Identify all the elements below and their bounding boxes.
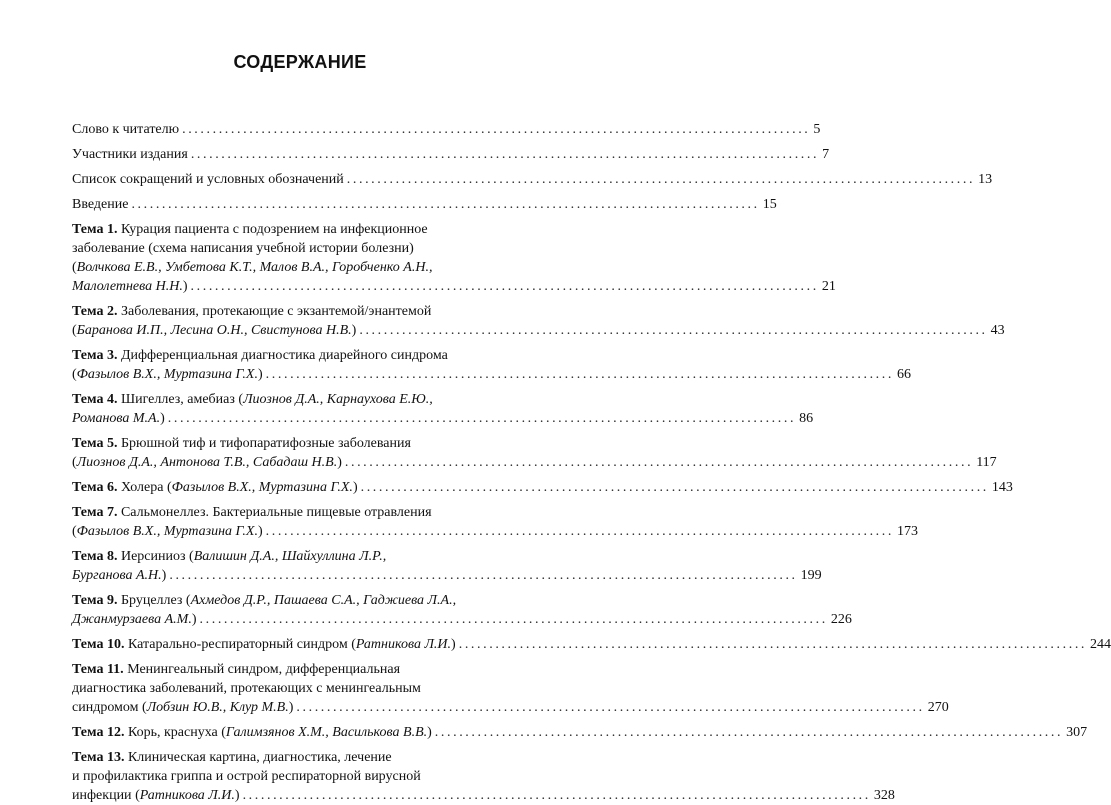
topic-authors: Ратникова Л.И.	[139, 788, 235, 803]
page-number: 7	[822, 147, 830, 162]
topic-title-cont2: синдромом	[72, 700, 139, 715]
toc-entry-topic-10[interactable]: Тема 10. Катарально-респираторный синдром (Ратникова Л.И.) ....................................................................................................... 244	[72, 637, 1111, 652]
dot-leader: .......................................................................................................	[182, 122, 811, 137]
topic-number: Тема 11.	[72, 662, 124, 677]
topic-authors-cont: Малолетнева Н.Н.	[72, 279, 183, 294]
topic-number: Тема 7.	[72, 505, 118, 520]
topic-title: Корь, краснуха	[127, 725, 218, 740]
topic-title: Шигеллез, амебиаз	[120, 392, 235, 407]
topic-authors: Лиознов Д.А., Карнаухова Е.Ю.,	[243, 392, 433, 407]
dot-leader: .......................................................................................................	[434, 725, 1064, 740]
toc-entry-topic-8[interactable]: Тема 8. Иерсиниоз (Валишин Д.А., Шайхуллина Л.Р., Бурганова А.Н.) ....................................................................................................... 199	[72, 549, 822, 583]
topic-title-cont: и профилактика гриппа и острой респираторной вирусной	[72, 769, 421, 784]
entry-title: Введение	[72, 197, 129, 212]
page-number: 5	[813, 122, 821, 137]
topic-authors: Ахмедов Д.Р., Пашаева С.А., Гаджиева Л.А.,	[190, 593, 457, 608]
topic-number: Тема 9.	[72, 593, 118, 608]
toc-entry-topic-5[interactable]: Тема 5. Брюшной тиф и тифопаратифозные заболевания (Лиознов Д.А., Антонова Т.В., Сабадаш Н.В.) ....................................................................................................... 117	[72, 436, 997, 470]
toc-entry-topic-9[interactable]: Тема 9. Бруцеллез (Ахмедов Д.Р., Пашаева С.А., Гаджиева Л.А., Джанмурзаева А.М.) ....................................................................................................... 226	[72, 593, 852, 627]
dot-leader: .......................................................................................................	[344, 455, 974, 470]
dot-leader: .......................................................................................................	[242, 788, 871, 803]
toc-entry-participants[interactable]	[72, 145, 830, 164]
toc-entry-topic-3[interactable]: Тема 3. Дифференциальная диагностика диарейного синдрома (Фазылов В.Х., Муртазина Г.Х.) ....................................................................................................... 66	[72, 348, 911, 382]
page-number: 86	[799, 411, 814, 426]
page-number: 244	[1090, 637, 1111, 652]
entry-title: Список сокращений и условных обозначений	[72, 172, 344, 187]
topic-title: Менингеальный синдром, дифференциальная	[127, 662, 401, 677]
toc-entry-topic-6[interactable]: Тема 6. Холера (Фазылов В.Х., Муртазина Г.Х.) ....................................................................................................... 143	[72, 480, 1013, 495]
topic-number: Тема 2.	[72, 304, 118, 319]
topic-title: Курация пациента с подозрением на инфекционное	[120, 222, 428, 237]
page-number: 328	[873, 788, 895, 803]
toc-entry-abbreviations[interactable]	[72, 170, 993, 189]
topic-number: Тема 6.	[72, 480, 118, 495]
topic-title: Бруцеллез	[120, 593, 183, 608]
topic-title: Иерсиниоз	[120, 549, 186, 564]
topic-authors: Фазылов В.Х., Муртазина Г.Х.	[76, 524, 258, 539]
topic-title: Холера	[120, 480, 164, 495]
page-number: 13	[978, 172, 993, 187]
topic-number: Тема 1.	[72, 222, 118, 237]
topic-authors: Фазылов В.Х., Муртазина Г.Х.	[171, 480, 353, 495]
page-number: 66	[896, 367, 911, 382]
topic-title: Сальмонеллез. Бактериальные пищевые отравления	[120, 505, 432, 520]
dot-leader: .......................................................................................................	[167, 411, 797, 426]
page-number: 199	[800, 568, 822, 583]
toc-entry-topic-13[interactable]: Тема 13. Клиническая картина, диагностика, лечение и профилактика гриппа и острой респираторной вирусной инфекции (Ратникова Л.И.) ....................................................................................................... 328	[72, 750, 895, 803]
topic-number: Тема 12.	[72, 725, 125, 740]
page-number: 143	[991, 480, 1013, 495]
topic-number: Тема 4.	[72, 392, 118, 407]
toc-entry-foreword[interactable]	[72, 120, 821, 139]
toc-entry-topic-7[interactable]: Тема 7. Сальмонеллез. Бактериальные пищевые отравления (Фазылов В.Х., Муртазина Г.Х.) ....................................................................................................... 173	[72, 505, 918, 539]
topic-authors-cont: Бурганова А.Н.	[72, 568, 162, 583]
page-number: 15	[762, 197, 777, 212]
page-number: 21	[821, 279, 836, 294]
topic-authors: Лобзин Ю.В., Клур М.В.	[146, 700, 289, 715]
entry-title: Участники издания	[72, 147, 188, 162]
topic-authors: Ратникова Л.И.	[355, 637, 452, 652]
topic-title: Дифференциальная диагностика диарейного синдрома	[120, 348, 448, 363]
topic-number: Тема 10.	[72, 637, 125, 652]
page-number: 226	[830, 612, 852, 627]
dot-leader: .......................................................................................................	[265, 524, 894, 539]
toc-entry-introduction[interactable]	[72, 195, 777, 214]
topic-title: Брюшной тиф и тифопаратифозные заболевания	[120, 436, 411, 451]
toc-entry-topic-12[interactable]: Тема 12. Корь, краснуха (Галимзянов Х.М., Василькова В.В.) ....................................................................................................... 307	[72, 725, 1088, 740]
topic-title: Катарально-респираторный синдром	[127, 637, 348, 652]
topic-authors: Фазылов В.Х., Муртазина Г.Х.	[76, 367, 258, 382]
table-of-contents	[72, 120, 1111, 805]
dot-leader: .......................................................................................................	[458, 637, 1088, 652]
topic-authors: Лиознов Д.А., Антонова Т.В., Сабадаш Н.В.	[76, 455, 338, 470]
topic-title-cont: диагностика заболеваний, протекающих с менингеальным	[72, 681, 421, 696]
dot-leader: .......................................................................................................	[169, 568, 798, 583]
dot-leader: .......................................................................................................	[131, 197, 760, 212]
topic-title: Заболевания, протекающие с экзантемой/энантемой	[120, 304, 432, 319]
page-number: 43	[990, 323, 1005, 338]
topic-number: Тема 3.	[72, 348, 118, 363]
entry-title: Слово к читателю	[72, 122, 180, 137]
dot-leader: .......................................................................................................	[296, 700, 925, 715]
topic-title-cont2: инфекции	[72, 788, 132, 803]
topic-authors-cont: Джанмурзаева А.М.	[72, 612, 192, 627]
topic-authors: Волчкова Е.В., Умбетова К.Т., Малов В.А., Горобченко А.Н.,	[76, 260, 433, 275]
dot-leader: .......................................................................................................	[199, 612, 828, 627]
page-title: СОДЕРЖАНИЕ	[233, 52, 367, 72]
topic-number: Тема 13.	[72, 750, 125, 765]
topic-authors-cont: Романова М.А.	[72, 411, 161, 426]
topic-authors: Валишин Д.А., Шайхуллина Л.Р.,	[193, 549, 387, 564]
page-number: 173	[896, 524, 918, 539]
dot-leader: .......................................................................................................	[265, 367, 894, 382]
topic-number: Тема 5.	[72, 436, 118, 451]
toc-entry-topic-1[interactable]: Тема 1. Курация пациента с подозрением на инфекционное заболевание (схема написания учебной истории болезни) (Волчкова Е.В., Умбетова К.Т., Малов В.А., Горобченко А.Н., Малолетнева Н.Н.) ....................................................................................................... 21	[72, 222, 836, 294]
topic-authors: Галимзянов Х.М., Василькова В.В.	[225, 725, 428, 740]
dot-leader: .......................................................................................................	[346, 172, 976, 187]
topic-number: Тема 8.	[72, 549, 118, 564]
toc-entry-topic-11[interactable]: Тема 11. Менингеальный синдром, дифференциальная диагностика заболеваний, протекающих с менингеальным синдромом (Лобзин Ю.В., Клур М.В.) ....................................................................................................... 270	[72, 662, 949, 715]
dot-leader: .......................................................................................................	[359, 323, 988, 338]
dot-leader: .......................................................................................................	[190, 279, 819, 294]
dot-leader: .......................................................................................................	[190, 147, 820, 162]
topic-authors: Баранова И.П., Лесина О.Н., Свистунова Н.В.	[76, 323, 352, 338]
page-number: 270	[927, 700, 949, 715]
dot-leader: .......................................................................................................	[360, 480, 989, 495]
toc-entry-topic-2[interactable]: Тема 2. Заболевания, протекающие с экзантемой/энантемой (Баранова И.П., Лесина О.Н., Свистунова Н.В.) ....................................................................................................... 43	[72, 304, 1005, 338]
topic-title: Клиническая картина, диагностика, лечение	[127, 750, 392, 765]
page-number: 117	[976, 455, 997, 470]
page-number: 307	[1066, 725, 1088, 740]
toc-entry-topic-4[interactable]: Тема 4. Шигеллез, амебиаз (Лиознов Д.А., Карнаухова Е.Ю., Романова М.А.) ....................................................................................................... 86	[72, 392, 814, 426]
topic-title-cont: заболевание (схема написания учебной истории болезни)	[72, 241, 414, 256]
